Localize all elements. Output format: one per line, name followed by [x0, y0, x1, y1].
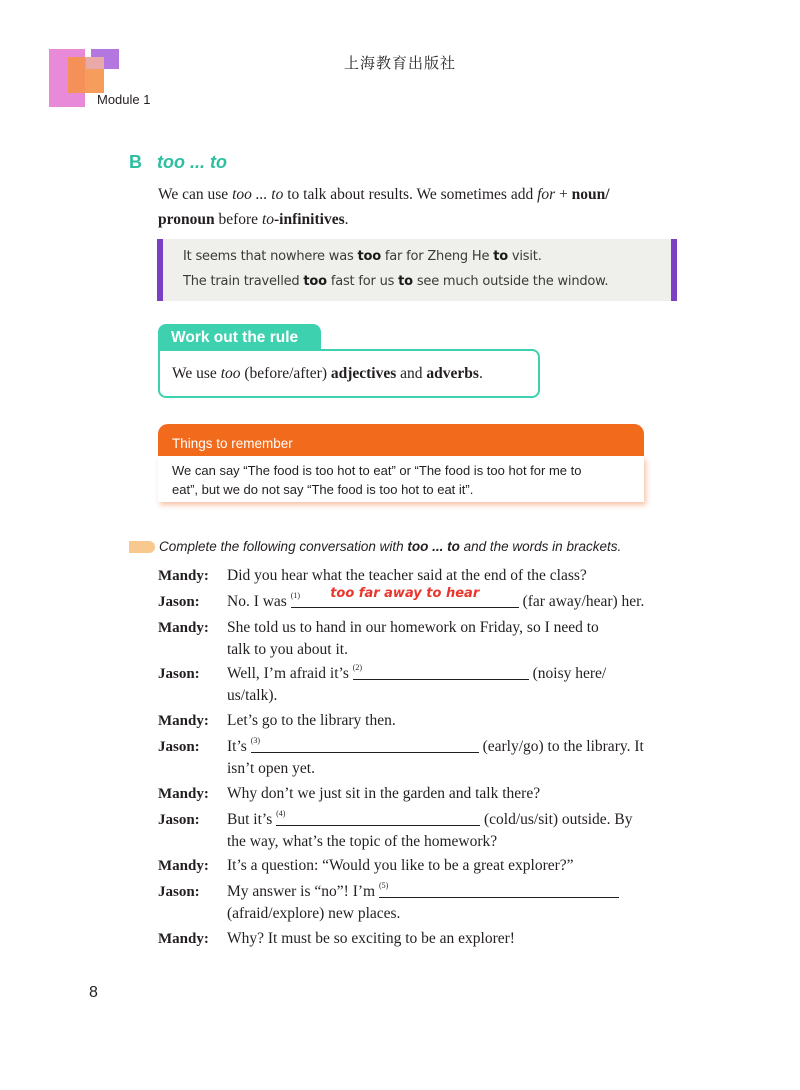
dialogue-line: But it’s $^{(4)}$ (cold/us/sit) outside. By: [227, 809, 633, 828]
publisher-name: 上海教育出版社: [343, 56, 456, 72]
speaker-label: Mandy:: [158, 620, 209, 636]
section-title: too ... to: [157, 152, 227, 172]
answer-blank-3[interactable]: (3): [251, 738, 479, 753]
dialogue-line: us/talk).: [227, 687, 278, 704]
speaker-label: Mandy:: [158, 931, 209, 947]
dialogue-line: It’s $^{(3)}$ (early/go) to the library. It: [227, 736, 644, 755]
rule-tab: Work out the rule: [158, 324, 321, 352]
dialogue-line: Well, I’m afraid it’s $^{(2)}$ (noisy here/: [227, 663, 607, 682]
rule-box: We use too (before/after) adjectives and adverbs.: [158, 349, 540, 398]
remember-body: [158, 456, 644, 502]
section-intro: We can use too ... to to talk about results. We sometimes add for + noun/ pronoun before to-infinitives.: [158, 186, 610, 228]
dialogue-line: She told us to hand in our homework on Friday, so I need to: [227, 619, 599, 636]
speaker-label: Jason:: [158, 666, 200, 682]
dialogue-line: It’s a question: “Would you like to be a great explorer?”: [227, 857, 574, 874]
page-number: 8: [89, 984, 98, 1001]
dialogue-line: isn’t open yet.: [227, 760, 315, 777]
answer-blank-5[interactable]: (5): [379, 883, 619, 898]
example-sentence: It seems that nowhere was too far for Zheng He to visit.: [183, 249, 542, 264]
answer-blank-1[interactable]: $^{(1)}$ too far away to hear: [291, 593, 519, 608]
remember-title: Things to remember: [158, 424, 644, 457]
example-sentence: The train travelled too fast for us to see much outside the window.: [183, 274, 609, 289]
speaker-label: Mandy:: [158, 713, 209, 729]
answer-text: too far away to hear: [330, 586, 480, 601]
speaker-label: Jason:: [158, 739, 200, 755]
dialogue-line: Why don’t we just sit in the garden and talk there?: [227, 785, 541, 802]
dialogue-line: (afraid/explore) new places.: [227, 905, 401, 922]
dialogue-line: Let’s go to the library then.: [227, 712, 396, 729]
dialogue-line: talk to you about it.: [227, 641, 348, 658]
remember-line: eat”, but we do not say “The food is too hot to eat it”.: [172, 482, 474, 497]
section-letter: B: [129, 152, 142, 172]
remember-line: We can say “The food is too hot to eat” or “The food is too hot for me to: [172, 463, 582, 478]
answer-blank-4[interactable]: (4): [276, 811, 480, 826]
exercise-instruction: Complete the following conversation with too ... to and the words in brackets.: [159, 539, 622, 554]
speaker-label: Jason:: [158, 884, 200, 900]
speaker-label: Jason:: [158, 594, 200, 610]
speaker-label: Jason:: [158, 812, 200, 828]
speaker-label: Mandy:: [158, 568, 209, 584]
dialogue-line: My answer is “no”! I’m $^{(5)}$: [227, 883, 682, 901]
module-label: Module 1: [97, 92, 151, 107]
dialogue-line: Did you hear what the teacher said at the end of the class?: [227, 567, 587, 584]
dialogue-line: Why? It must be so exciting to be an explorer!: [227, 930, 515, 947]
example-box: [157, 239, 677, 301]
dialogue-line: the way, what’s the topic of the homework?: [227, 833, 498, 850]
speaker-label: Mandy:: [158, 858, 209, 874]
answer-blank-2[interactable]: (2): [353, 665, 529, 680]
speaker-label: Mandy:: [158, 786, 209, 802]
exercise-tag-icon: [129, 541, 155, 553]
dialogue-line: No. I was $^{(1)}$ too far away to hear (far away/hear) her.: [227, 586, 645, 610]
